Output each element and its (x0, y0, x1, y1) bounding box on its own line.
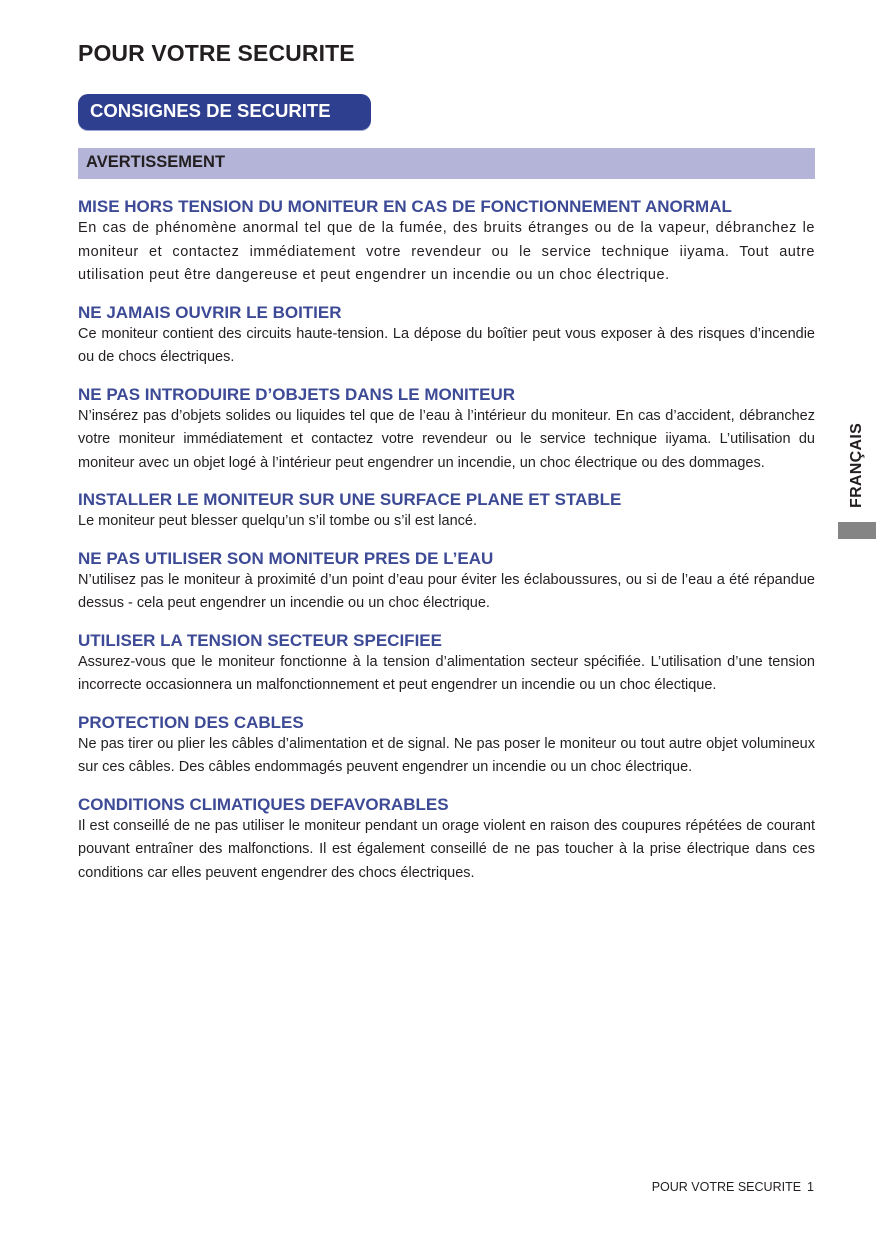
safety-content (78, 196, 815, 899)
section-body: Il est conseillé de ne pas utiliser le moniteur pendant un orage violent en raison des coupures répétées de courant pouvant entraîner des malfonctions. Il est également conseillé de ne pas toucher à la prise électrique dans ces conditions car elles peuvent engendrer des chocs électriques. (78, 817, 815, 881)
section-body: Ne pas tirer ou plier les câbles d’alimentation et de signal. Ne pas poser le moniteur ou tout autre objet volumineux sur ces câbles. Des câbles endommagés peuvent engendrer un incendie ou un choc électrique. (78, 735, 815, 775)
section-body: N’insérez pas d’objets solides ou liquides tel que de l’eau à l’intérieur du moniteur. En cas d’accident, débranchez votre moniteur immédiatement et contactez votre revendeur ou le service technique iiyama. L’utilisation du moniteur avec un objet logé à l’intérieur peut engendrer un incendie, un choc électrique ou des dommages. (78, 407, 815, 471)
section-heading: UTILISER LA TENSION SECTEUR SPECIFIEE (78, 630, 442, 650)
page-number: 1 (807, 1180, 814, 1194)
section-heading: PROTECTION DES CABLES (78, 712, 304, 732)
section-power-off (78, 196, 815, 288)
section-body: Ce moniteur contient des circuits haute-tension. La dépose du boîtier peut vous exposer à des risques d’incendie ou de chocs électriques. (78, 325, 815, 365)
section-body: En cas de phénomène anormal tel que de la fumée, des bruits étranges ou de la vapeur, débranchez le moniteur et contactez immédiatement votre revendeur ou le service technique iiyama. Tout autre utilisation peut être dangereuse et peut engendrer un incendie ou un choc électrique. (78, 220, 815, 283)
page-title: POUR VOTRE SECURITE (78, 40, 355, 66)
section-cables (78, 712, 815, 780)
section-do-not-open (78, 302, 815, 370)
section-heading: NE JAMAIS OUVRIR LE BOITIER (78, 302, 342, 322)
warning-banner: AVERTISSEMENT (78, 148, 815, 179)
section-stable-surface (78, 489, 815, 534)
section-voltage (78, 630, 815, 698)
section-heading: CONDITIONS CLIMATIQUES DEFAVORABLES (78, 794, 449, 814)
section-no-objects (78, 384, 815, 476)
page-footer (652, 1180, 814, 1194)
section-pill-title: CONSIGNES DE SECURITE (78, 94, 371, 130)
section-weather (78, 794, 815, 886)
section-body: N’utilisez pas le moniteur à proximité d’un point d’eau pour éviter les éclaboussures, ou si de l’eau a été répandue dessus - cela peut engendrer un incendie ou un choc électrique. (78, 571, 815, 611)
footer-label: POUR VOTRE SECURITE (651, 1180, 802, 1194)
section-heading: NE PAS UTILISER SON MONITEUR PRES DE L’EAU (78, 548, 494, 568)
section-body: Assurez-vous que le moniteur fonctionne à la tension d’alimentation secteur spécifiée. L’utilisation d’une tension incorrecte occasionnera un malfonctionnement et peut engendrer un incendie ou un choc électique. (78, 653, 815, 693)
section-body: Le moniteur peut blesser quelqu’un s’il tombe ou s’il est lancé. (78, 513, 477, 529)
section-water (78, 548, 815, 616)
language-label: FRANÇAIS (848, 422, 865, 508)
language-marker (838, 522, 876, 539)
language-side-tab (838, 415, 876, 515)
section-heading: NE PAS INTRODUIRE D’OBJETS DANS LE MONITEUR (78, 384, 515, 404)
section-heading: MISE HORS TENSION DU MONITEUR EN CAS DE FONCTIONNEMENT ANORMAL (78, 197, 732, 216)
section-heading: INSTALLER LE MONITEUR SUR UNE SURFACE PLANE ET STABLE (78, 490, 622, 509)
